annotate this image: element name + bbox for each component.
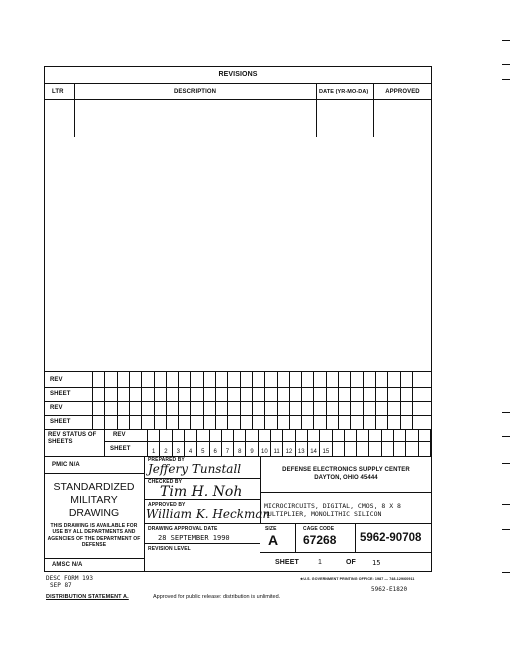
sheet-number: 4: [188, 449, 193, 455]
grid-cell-divider: [400, 372, 401, 429]
sheet-row-label: SHEET: [50, 391, 71, 397]
grid-cell-divider: [301, 372, 302, 429]
status-cell: [282, 429, 294, 456]
status-cell: [307, 429, 319, 456]
status-cell: [319, 429, 331, 456]
scan-edge-marks: [500, 0, 510, 660]
grid-cell-divider: [141, 372, 142, 429]
amsc-label: AMSC N/A: [52, 562, 83, 568]
revision-level-label: REVISION LEVEL: [148, 546, 191, 552]
size-value: A: [268, 532, 279, 548]
status-cell: [172, 429, 184, 456]
status-cell: [233, 429, 245, 456]
cage-code-value: 67268: [303, 533, 337, 547]
grid-cell-divider: [326, 372, 327, 429]
grid-cell-divider: [375, 372, 376, 429]
form-date: SEP 87: [50, 582, 72, 589]
prepared-by-label: PREPARED BY: [148, 457, 185, 463]
status-cell: [418, 429, 430, 456]
sheet-row-label: SHEET: [50, 419, 71, 425]
drawing-description-line1: MICROCIRCUITS, DIGITAL, CMOS, 8 X 8: [264, 502, 401, 510]
grid-cell-divider: [92, 372, 93, 429]
military-label: MILITARY: [70, 494, 118, 506]
grid-cell-divider: [227, 372, 228, 429]
agency-name: DEFENSE ELECTRONICS SUPPLY CENTER: [282, 467, 410, 473]
sheet-number: 11: [273, 449, 280, 455]
gpo-note: ★U.S. GOVERNMENT PRINTING OFFICE: 1987 — 748-129/60911: [300, 577, 415, 581]
grid-cell-divider: [387, 372, 388, 429]
sheet-label: SHEET: [275, 559, 299, 566]
grid-cell-divider: [412, 372, 413, 429]
sheet-number: 2: [164, 449, 168, 455]
of-label: OF: [346, 559, 356, 566]
grid-cell-divider: [178, 372, 179, 429]
sheet-number: 3: [176, 449, 180, 455]
pmic-label: PMIC N/A: [52, 462, 80, 468]
grid-cell-divider: [313, 372, 314, 429]
cage-code-label: CAGE CODE: [303, 526, 335, 532]
checked-by-signature: Tim H. Noh: [160, 484, 243, 500]
grid-cell-divider: [104, 372, 105, 429]
grid-cell-divider: [277, 372, 278, 429]
sheet-number: 12: [285, 449, 293, 455]
status-cell: [356, 429, 368, 456]
status-cell: [405, 429, 417, 456]
status-cell: [258, 429, 270, 456]
grid-cell-divider: [117, 372, 118, 429]
grid-cell-divider: [350, 372, 351, 429]
approval-date-value: 28 SEPTEMBER 1990: [158, 534, 230, 542]
revisions-title: REVISIONS: [218, 71, 258, 78]
grid-cell-divider: [363, 372, 364, 429]
status-cell: [184, 429, 196, 456]
sheet-number: 6: [213, 449, 217, 455]
status-cell: [221, 429, 233, 456]
sheet-number: 15: [322, 449, 330, 455]
rev-row-label: REV: [50, 377, 63, 383]
availability-note: THIS DRAWING IS AVAILABLE FOR USE BY ALL DEPARTMENTS AND AGENCIES OF THE DEPARTMENT OF DEFENSE: [47, 523, 141, 548]
approved-by-signature: William K. Heckman: [146, 507, 271, 521]
approved-header: APPROVED: [385, 89, 420, 95]
sheet-value: 1: [318, 559, 322, 566]
status-cell: [147, 429, 159, 456]
form-number: DESC FORM 193: [46, 575, 93, 582]
sheet-number: 13: [297, 449, 305, 455]
drawing-label: DRAWING: [68, 507, 120, 519]
sheet-number: 1: [151, 449, 156, 455]
status-cell: [245, 429, 257, 456]
sheet-number: 5: [201, 449, 205, 455]
reference-number: 5962-E1820: [371, 586, 408, 593]
ltr-header: LTR: [52, 89, 64, 95]
grid-cell-divider: [203, 372, 204, 429]
of-value: 15: [372, 559, 381, 567]
status-cell: [159, 429, 171, 456]
grid-cell-divider: [190, 372, 191, 429]
status-cell: [270, 429, 282, 456]
status-cell: [381, 429, 393, 456]
grid-cell-divider: [166, 372, 167, 429]
drawing-description-line2: MULTIPLIER, MONOLITHIC SILICON: [264, 510, 382, 518]
status-cell: [344, 429, 356, 456]
grid-cell-divider: [338, 372, 339, 429]
status-cell: [209, 429, 221, 456]
sheet-number: 8: [238, 449, 242, 455]
approved-by-label: APPROVED BY: [148, 502, 186, 508]
description-header: DESCRIPTION: [173, 89, 217, 95]
sheet-number: 9: [250, 449, 254, 455]
drawing-number: 5962-90708: [360, 532, 422, 544]
status-cell: [295, 429, 307, 456]
distribution-statement-label: DISTRIBUTION STATEMENT A.: [46, 594, 129, 600]
rev-status-rev: REV: [113, 432, 126, 438]
status-cell: [368, 429, 380, 456]
standardized-label: STANDARDIZED: [53, 481, 135, 493]
sheet-number: 14: [310, 449, 317, 455]
grid-cell-divider: [154, 372, 155, 429]
grid-cell-divider: [240, 372, 241, 429]
grid-cell-divider: [215, 372, 216, 429]
agency-address: DAYTON, OHIO 45444: [314, 475, 378, 481]
distribution-statement-text: Approved for public release: distribution is unlimited.: [153, 594, 281, 600]
status-cell: [393, 429, 405, 456]
date-header: DATE (YR-MO-DA): [319, 89, 369, 95]
rev-status-sheet: SHEET: [110, 446, 131, 452]
status-cell: [430, 429, 442, 456]
grid-cell-divider: [129, 372, 130, 429]
prepared-by-signature: Jeffery Tunstall: [148, 462, 242, 476]
size-label: SIZE: [265, 526, 277, 532]
grid-cell-divider: [289, 372, 290, 429]
checked-by-label: CHECKED BY: [148, 479, 183, 485]
rev-row-label: REV: [50, 405, 63, 411]
grid-cell-divider: [252, 372, 253, 429]
sheet-number: 10: [260, 449, 268, 455]
status-cell: [332, 429, 344, 456]
status-cell: [196, 429, 208, 456]
sheet-number: 7: [225, 449, 230, 455]
grid-cell-divider: [264, 372, 265, 429]
rev-status-label: REV STATUS OF SHEETS: [48, 432, 97, 445]
approval-date-label: DRAWING APPROVAL DATE: [148, 526, 218, 532]
